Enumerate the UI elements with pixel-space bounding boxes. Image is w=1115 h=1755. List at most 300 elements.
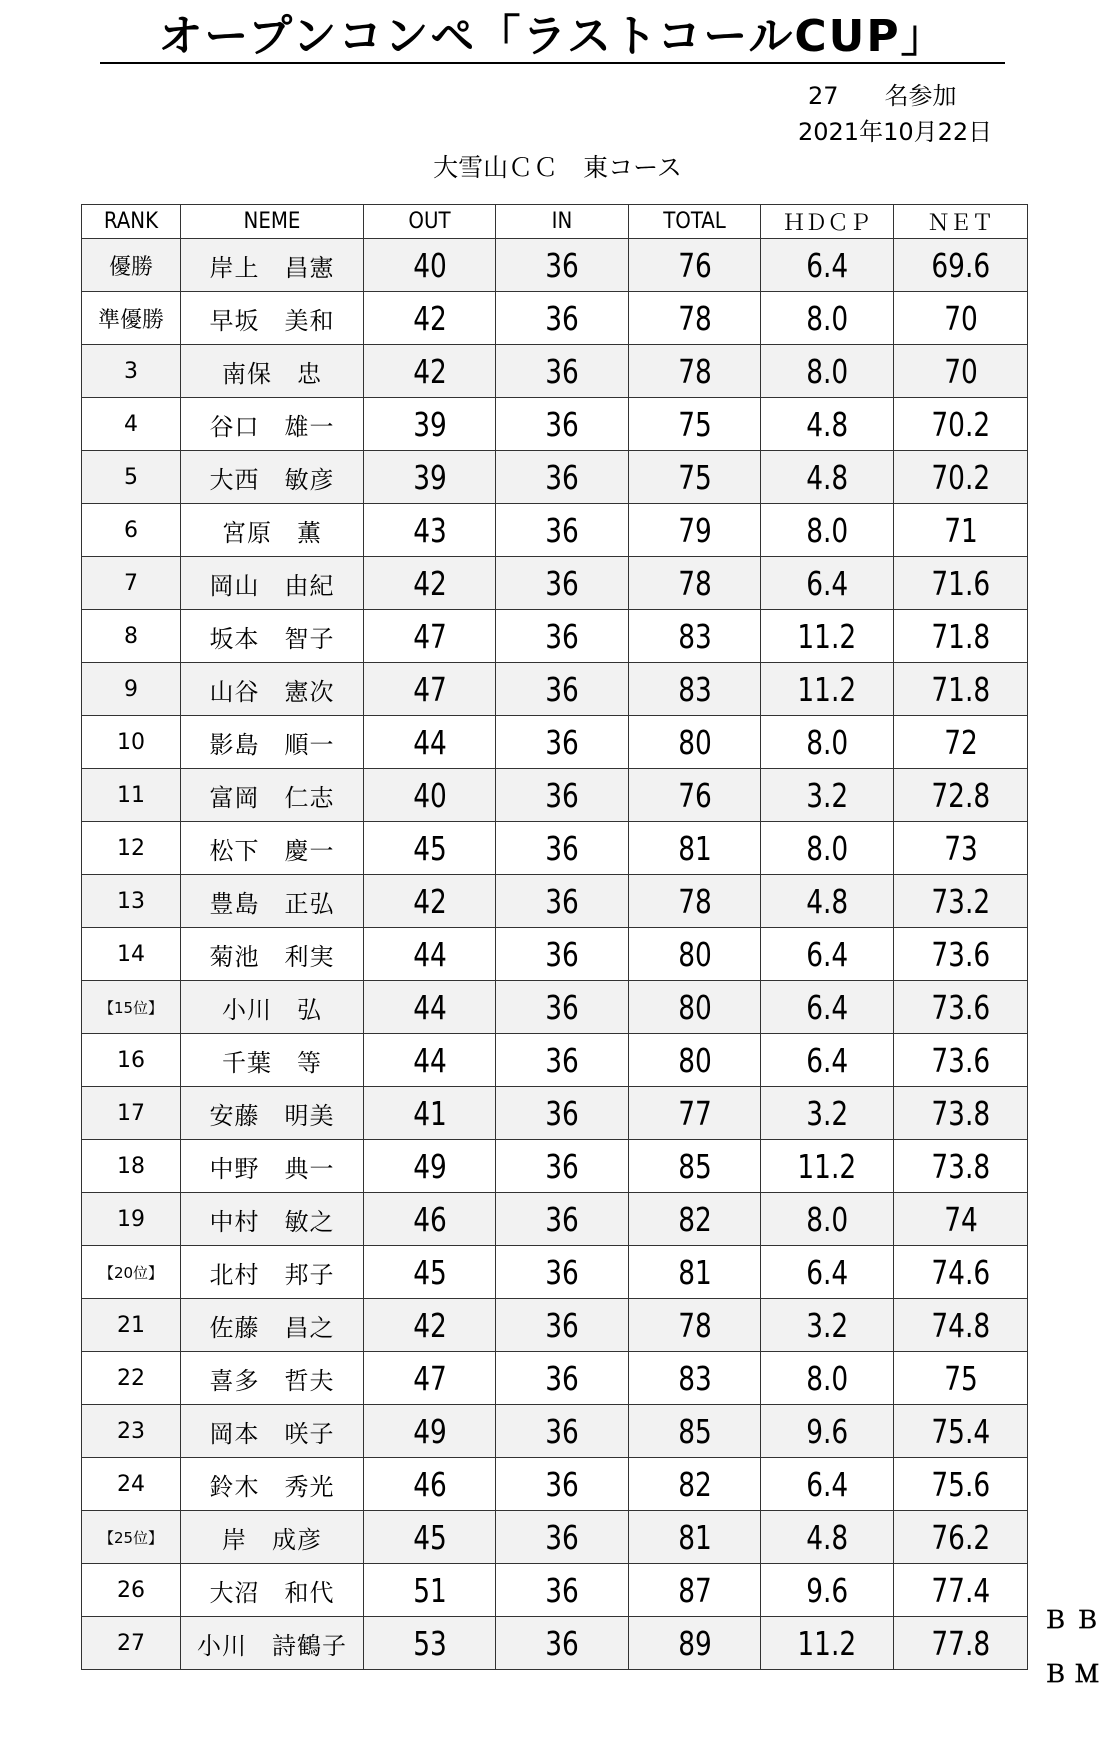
cell-in-value: 36	[545, 510, 579, 550]
cell-total	[629, 716, 761, 769]
cell-out	[364, 1193, 496, 1246]
cell-out	[364, 398, 496, 451]
cell-net	[894, 716, 1028, 769]
cell-net-value: 72.8	[931, 775, 990, 815]
cell-total	[629, 345, 761, 398]
cell-total-value: 80	[677, 722, 712, 762]
cell-total	[629, 875, 761, 928]
cell-name: 大西 敏彦	[181, 451, 364, 504]
table-row	[82, 504, 1028, 557]
cell-hdcp	[761, 451, 894, 504]
cell-hdcp-value: 8.0	[805, 722, 848, 762]
cell-in-value: 36	[545, 298, 579, 338]
cell-total	[629, 1405, 761, 1458]
cell-net	[894, 345, 1028, 398]
cell-rank: 13	[82, 875, 181, 928]
cell-name: 豊島 正弘	[181, 875, 364, 928]
cell-net	[894, 1458, 1028, 1511]
cell-out	[364, 1034, 496, 1087]
cell-rank: 17	[82, 1087, 181, 1140]
table-row	[82, 345, 1028, 398]
cell-out-value: 47	[412, 616, 447, 656]
cell-name: 鈴木 秀光	[181, 1458, 364, 1511]
cell-name: 佐藤 昌之	[181, 1299, 364, 1352]
cell-in-value: 36	[545, 563, 579, 603]
cell-hdcp	[761, 1246, 894, 1299]
cell-total	[629, 1140, 761, 1193]
header-out: OUT	[364, 205, 496, 239]
cell-out-value: 42	[412, 298, 447, 338]
cell-in	[496, 822, 629, 875]
table-row	[82, 1564, 1028, 1617]
cell-net-value: 70	[943, 351, 978, 391]
cell-net	[894, 451, 1028, 504]
cell-in-value: 36	[545, 404, 579, 444]
cell-net-value: 70.2	[931, 457, 990, 497]
cell-in-value: 36	[545, 1305, 579, 1345]
cell-hdcp	[761, 1140, 894, 1193]
cell-total-value: 81	[677, 1252, 712, 1292]
cell-net-value: 70.2	[931, 404, 990, 444]
cell-rank: 16	[82, 1034, 181, 1087]
cell-net-value: 74.6	[931, 1252, 990, 1292]
table-row	[82, 1087, 1028, 1140]
cell-name: 山谷 憲次	[181, 663, 364, 716]
cell-net-value: 73.8	[931, 1146, 990, 1186]
cell-name: 谷口 雄一	[181, 398, 364, 451]
cell-in-value: 36	[545, 1199, 579, 1239]
cell-in	[496, 1299, 629, 1352]
cell-out	[364, 1140, 496, 1193]
bb-mark: ＢＢ	[1043, 1606, 1107, 1634]
cell-hdcp-value: 6.4	[805, 1464, 848, 1504]
cell-name: 南保 忠	[181, 345, 364, 398]
cell-net	[894, 928, 1028, 981]
cell-hdcp	[761, 769, 894, 822]
results-table	[81, 204, 1028, 1670]
cell-in-value: 36	[545, 722, 579, 762]
cell-net	[894, 981, 1028, 1034]
cell-in-value: 36	[545, 987, 579, 1027]
cell-in	[496, 1511, 629, 1564]
cell-in-value: 36	[545, 775, 579, 815]
cell-total	[629, 822, 761, 875]
cell-rank: 9	[82, 663, 181, 716]
cell-total-value: 83	[677, 669, 712, 709]
cell-out-value: 39	[412, 404, 447, 444]
cell-net	[894, 610, 1028, 663]
cell-out	[364, 1458, 496, 1511]
cell-rank: 4	[82, 398, 181, 451]
table-row	[82, 1034, 1028, 1087]
cell-out	[364, 1087, 496, 1140]
cell-net	[894, 1246, 1028, 1299]
cell-hdcp-value: 8.0	[805, 828, 848, 868]
cell-total-value: 79	[677, 510, 712, 550]
cell-name: 喜多 哲夫	[181, 1352, 364, 1405]
cell-hdcp-value: 6.4	[805, 1040, 848, 1080]
cell-in	[496, 928, 629, 981]
header-hdcp: ＨＤＣＰ	[761, 205, 894, 239]
cell-in	[496, 239, 629, 292]
cell-name: 中野 典一	[181, 1140, 364, 1193]
cell-rank: 7	[82, 557, 181, 610]
cell-total	[629, 1034, 761, 1087]
cell-total-value: 75	[677, 457, 712, 497]
cell-out	[364, 1352, 496, 1405]
page-title: オープンコンペ「ラストコールCUP」	[100, 12, 1005, 64]
cell-rank: 【25位】	[82, 1511, 181, 1564]
cell-total	[629, 451, 761, 504]
participant-count	[808, 76, 957, 111]
cell-total	[629, 557, 761, 610]
cell-hdcp-value: 3.2	[805, 1305, 848, 1345]
cell-hdcp-value: 6.4	[805, 1252, 848, 1292]
cell-out-value: 45	[412, 1252, 447, 1292]
cell-total	[629, 981, 761, 1034]
cell-in-value: 36	[545, 828, 579, 868]
cell-total	[629, 292, 761, 345]
cell-net-value: 73.6	[931, 1040, 990, 1080]
cell-net-value: 75	[943, 1358, 978, 1398]
cell-in	[496, 1087, 629, 1140]
cell-rank: 6	[82, 504, 181, 557]
cell-total	[629, 1511, 761, 1564]
cell-total	[629, 928, 761, 981]
results-body	[82, 239, 1028, 1670]
cell-net-value: 73.6	[931, 934, 990, 974]
cell-hdcp	[761, 1087, 894, 1140]
cell-hdcp	[761, 822, 894, 875]
cell-total-value: 78	[677, 563, 712, 603]
cell-hdcp-value: 6.4	[805, 934, 848, 974]
cell-hdcp-value: 11.2	[797, 1623, 857, 1663]
cell-rank: 27	[82, 1617, 181, 1670]
cell-rank: 【15位】	[82, 981, 181, 1034]
cell-in-value: 36	[545, 1040, 579, 1080]
cell-in-value: 36	[545, 457, 579, 497]
cell-rank: 19	[82, 1193, 181, 1246]
table-row	[82, 663, 1028, 716]
cell-net-value: 70	[943, 298, 978, 338]
cell-total	[629, 1458, 761, 1511]
cell-out-value: 47	[412, 1358, 447, 1398]
cell-hdcp	[761, 1458, 894, 1511]
cell-total	[629, 1617, 761, 1670]
cell-rank: 24	[82, 1458, 181, 1511]
cell-name: 影島 順一	[181, 716, 364, 769]
cell-name: 松下 慶一	[181, 822, 364, 875]
cell-out	[364, 557, 496, 610]
table-row	[82, 1458, 1028, 1511]
cell-total	[629, 504, 761, 557]
cell-hdcp-value: 8.0	[805, 351, 848, 391]
table-row	[82, 1140, 1028, 1193]
cell-out-value: 41	[412, 1093, 447, 1133]
cell-in	[496, 1564, 629, 1617]
cell-net	[894, 1564, 1028, 1617]
cell-rank: 準優勝	[82, 292, 181, 345]
cell-net-value: 69.6	[931, 245, 990, 285]
cell-total-value: 83	[677, 1358, 712, 1398]
cell-in	[496, 1034, 629, 1087]
cell-total	[629, 1087, 761, 1140]
cell-in	[496, 1458, 629, 1511]
cell-name: 宮原 薫	[181, 504, 364, 557]
cell-in-value: 36	[545, 1517, 579, 1557]
cell-name: 坂本 智子	[181, 610, 364, 663]
cell-net-value: 73.6	[931, 987, 990, 1027]
table-row	[82, 769, 1028, 822]
cell-out	[364, 716, 496, 769]
cell-in	[496, 292, 629, 345]
cell-in	[496, 1405, 629, 1458]
cell-in	[496, 1617, 629, 1670]
cell-in	[496, 663, 629, 716]
cell-name: 岸上 昌憲	[181, 239, 364, 292]
cell-net	[894, 769, 1028, 822]
cell-hdcp	[761, 1511, 894, 1564]
cell-net	[894, 398, 1028, 451]
cell-total-value: 85	[677, 1411, 712, 1451]
table-row	[82, 451, 1028, 504]
event-date: 2021年10月22日	[798, 118, 993, 146]
cell-net	[894, 1193, 1028, 1246]
cell-in-value: 36	[545, 1358, 579, 1398]
course-name: 大雪山ＣＣ 東コース	[433, 153, 682, 182]
cell-rank: 3	[82, 345, 181, 398]
cell-hdcp-value: 4.8	[805, 404, 848, 444]
cell-hdcp-value: 4.8	[805, 1517, 848, 1557]
cell-net-value: 75.6	[931, 1464, 990, 1504]
cell-out	[364, 345, 496, 398]
cell-net-value: 73.8	[931, 1093, 990, 1133]
cell-rank: 18	[82, 1140, 181, 1193]
cell-name: 早坂 美和	[181, 292, 364, 345]
cell-total-value: 78	[677, 298, 712, 338]
cell-total-value: 76	[677, 775, 712, 815]
cell-out	[364, 504, 496, 557]
cell-out-value: 46	[412, 1464, 447, 1504]
cell-in	[496, 345, 629, 398]
cell-net	[894, 1405, 1028, 1458]
cell-net	[894, 1352, 1028, 1405]
cell-out-value: 49	[412, 1411, 447, 1451]
cell-hdcp-value: 4.8	[805, 457, 848, 497]
cell-net	[894, 1299, 1028, 1352]
cell-total	[629, 1193, 761, 1246]
table-row	[82, 1617, 1028, 1670]
cell-hdcp-value: 9.6	[805, 1411, 848, 1451]
cell-in	[496, 1246, 629, 1299]
cell-net	[894, 504, 1028, 557]
table-row	[82, 292, 1028, 345]
cell-rank: 26	[82, 1564, 181, 1617]
table-row	[82, 239, 1028, 292]
cell-net-value: 71.8	[931, 669, 990, 709]
cell-rank: 12	[82, 822, 181, 875]
cell-in	[496, 398, 629, 451]
cell-hdcp	[761, 875, 894, 928]
cell-hdcp	[761, 928, 894, 981]
cell-out-value: 49	[412, 1146, 447, 1186]
cell-hdcp	[761, 239, 894, 292]
cell-net	[894, 1140, 1028, 1193]
cell-total-value: 77	[677, 1093, 712, 1133]
cell-total	[629, 769, 761, 822]
cell-in-value: 36	[545, 1623, 579, 1663]
cell-net	[894, 557, 1028, 610]
cell-name: 岸 成彦	[181, 1511, 364, 1564]
bm-mark: ＢＭ	[1043, 1660, 1107, 1688]
cell-out	[364, 981, 496, 1034]
cell-out-value: 40	[412, 775, 447, 815]
cell-net	[894, 822, 1028, 875]
table-row	[82, 1511, 1028, 1564]
table-row	[82, 1193, 1028, 1246]
cell-in	[496, 769, 629, 822]
cell-total	[629, 610, 761, 663]
cell-name: 小川 弘	[181, 981, 364, 1034]
cell-net-value: 74.8	[931, 1305, 990, 1345]
cell-out-value: 46	[412, 1199, 447, 1239]
cell-net-value: 75.4	[931, 1411, 990, 1451]
cell-hdcp	[761, 1034, 894, 1087]
cell-in	[496, 451, 629, 504]
cell-total	[629, 1246, 761, 1299]
table-row	[82, 1405, 1028, 1458]
cell-net-value: 77.4	[931, 1570, 990, 1610]
cell-total-value: 82	[677, 1464, 712, 1504]
table-row	[82, 822, 1028, 875]
cell-net	[894, 1034, 1028, 1087]
cell-total-value: 80	[677, 1040, 712, 1080]
cell-hdcp-value: 6.4	[805, 987, 848, 1027]
cell-in	[496, 1352, 629, 1405]
cell-hdcp-value: 11.2	[797, 1146, 857, 1186]
cell-in	[496, 504, 629, 557]
cell-out-value: 42	[412, 563, 447, 603]
table-header-row	[82, 205, 1028, 239]
cell-in	[496, 610, 629, 663]
cell-out-value: 44	[412, 987, 447, 1027]
cell-in	[496, 1140, 629, 1193]
cell-hdcp-value: 8.0	[805, 1358, 848, 1398]
cell-total-value: 82	[677, 1199, 712, 1239]
cell-out-value: 47	[412, 669, 447, 709]
cell-out	[364, 769, 496, 822]
cell-total	[629, 1299, 761, 1352]
cell-name: 安藤 明美	[181, 1087, 364, 1140]
cell-out	[364, 239, 496, 292]
cell-total-value: 78	[677, 1305, 712, 1345]
cell-hdcp	[761, 716, 894, 769]
header-in: IN	[496, 205, 629, 239]
cell-hdcp-value: 3.2	[805, 775, 848, 815]
cell-in-value: 36	[545, 245, 579, 285]
table-row	[82, 928, 1028, 981]
cell-net	[894, 1617, 1028, 1670]
header-total: TOTAL	[629, 205, 761, 239]
cell-out	[364, 451, 496, 504]
header-net: ＮＥＴ	[894, 205, 1028, 239]
cell-out-value: 42	[412, 351, 447, 391]
cell-total-value: 78	[677, 881, 712, 921]
cell-net	[894, 292, 1028, 345]
cell-in-value: 36	[545, 1146, 579, 1186]
cell-in	[496, 981, 629, 1034]
cell-out-value: 39	[412, 457, 447, 497]
cell-in	[496, 557, 629, 610]
cell-hdcp	[761, 292, 894, 345]
table-row	[82, 398, 1028, 451]
cell-hdcp	[761, 1405, 894, 1458]
cell-total-value: 81	[677, 828, 712, 868]
cell-total	[629, 1352, 761, 1405]
cell-out-value: 42	[412, 1305, 447, 1345]
cell-out-value: 44	[412, 934, 447, 974]
cell-out-value: 53	[412, 1623, 447, 1663]
cell-out	[364, 663, 496, 716]
table-row	[82, 981, 1028, 1034]
cell-in-value: 36	[545, 669, 579, 709]
cell-total	[629, 663, 761, 716]
cell-hdcp-value: 4.8	[805, 881, 848, 921]
cell-net-value: 74	[943, 1199, 978, 1239]
cell-hdcp	[761, 1299, 894, 1352]
cell-total	[629, 239, 761, 292]
cell-rank: 22	[82, 1352, 181, 1405]
cell-rank: 14	[82, 928, 181, 981]
cell-net-value: 71.6	[931, 563, 990, 603]
cell-name: 富岡 仁志	[181, 769, 364, 822]
cell-in-value: 36	[545, 881, 579, 921]
cell-hdcp	[761, 557, 894, 610]
cell-net	[894, 875, 1028, 928]
cell-net	[894, 1511, 1028, 1564]
cell-hdcp	[761, 610, 894, 663]
table-row	[82, 557, 1028, 610]
cell-hdcp-value: 6.4	[805, 563, 848, 603]
cell-name: 大沼 和代	[181, 1564, 364, 1617]
cell-name: 北村 邦子	[181, 1246, 364, 1299]
cell-out-value: 45	[412, 828, 447, 868]
cell-hdcp	[761, 1352, 894, 1405]
cell-hdcp-value: 9.6	[805, 1570, 848, 1610]
cell-out	[364, 1617, 496, 1670]
cell-hdcp	[761, 504, 894, 557]
cell-out	[364, 822, 496, 875]
header-rank: RANK	[82, 205, 181, 239]
cell-hdcp	[761, 981, 894, 1034]
cell-out-value: 42	[412, 881, 447, 921]
cell-name: 菊池 利実	[181, 928, 364, 981]
cell-rank: 優勝	[82, 239, 181, 292]
cell-total-value: 80	[677, 934, 712, 974]
participant-count-label: 名参加	[884, 82, 957, 110]
cell-net-value: 73	[943, 828, 978, 868]
cell-net	[894, 239, 1028, 292]
cell-total	[629, 1564, 761, 1617]
cell-total-value: 75	[677, 404, 712, 444]
cell-in-value: 36	[545, 1093, 579, 1133]
cell-out-value: 44	[412, 1040, 447, 1080]
cell-total-value: 87	[677, 1570, 712, 1610]
cell-rank: 10	[82, 716, 181, 769]
cell-total-value: 83	[677, 616, 712, 656]
cell-hdcp	[761, 398, 894, 451]
cell-out	[364, 1511, 496, 1564]
